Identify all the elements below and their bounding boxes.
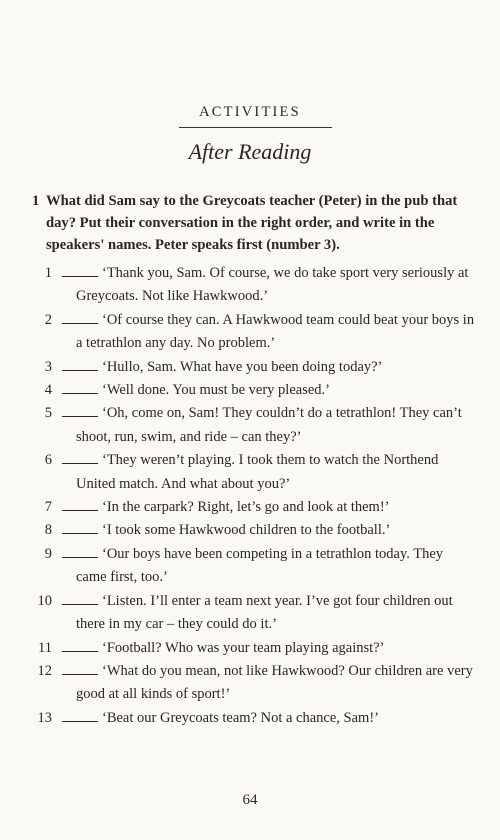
item-text: ‘Football? Who was your team playing against?’ [102, 639, 385, 656]
answer-blank[interactable] [62, 662, 98, 675]
item-text: ‘Our boys have been competing in a tetrathlon today. They came first, too.’ [76, 545, 444, 586]
item-body [62, 519, 476, 542]
item-body [62, 449, 476, 496]
answer-blank[interactable] [62, 521, 98, 534]
item-number: 5 [44, 405, 52, 422]
item-body [62, 637, 476, 660]
item-body [62, 402, 476, 449]
page-number: 64 [242, 792, 258, 808]
list-item [0, 402, 500, 449]
list-item [0, 356, 500, 379]
list-item [0, 309, 500, 356]
list-item [0, 707, 500, 730]
section-title: After Reading [188, 139, 312, 164]
item-body [62, 379, 476, 402]
list-item [0, 519, 500, 542]
answer-blank[interactable] [62, 264, 98, 277]
answer-blank[interactable] [62, 592, 98, 605]
answer-blank[interactable] [62, 709, 98, 722]
item-body [62, 309, 476, 356]
item-body [62, 590, 476, 637]
item-body [62, 660, 476, 707]
answer-blank[interactable] [62, 404, 98, 417]
item-number: 13 [37, 709, 52, 726]
item-number: 10 [37, 592, 52, 609]
item-number: 1 [44, 265, 52, 281]
item-number: 7 [44, 499, 52, 516]
item-number: 11 [38, 639, 52, 656]
item-text: ‘What do you mean, not like Hawkwood? Our children are very good at all kinds of sport!’ [76, 662, 473, 703]
answer-blank[interactable] [62, 451, 98, 464]
list-item [0, 543, 500, 590]
list-item [0, 262, 500, 309]
item-text: ‘Beat our Greycoats team? Not a chance, Sam!’ [102, 709, 379, 726]
list-item [0, 660, 500, 707]
item-number: 4 [44, 382, 52, 399]
item-text: ‘Of course they can. A Hawkwood team could beat your boys in a tetrathlon any day. No problem.’ [76, 311, 475, 352]
item-text: ‘Hullo, Sam. What have you been doing today?’ [102, 358, 383, 375]
item-number: 6 [44, 452, 52, 469]
list-item [0, 379, 500, 402]
answer-blank[interactable] [62, 311, 98, 324]
answer-blank[interactable] [62, 358, 98, 371]
item-number: 8 [44, 522, 52, 539]
question-number: 1 [32, 193, 40, 209]
item-number: 12 [37, 662, 52, 679]
question-text: What did Sam say to the Greycoats teacher (Peter) in the pub that day? Put their conversation in the right order, and write in the speakers' names. Peter speaks first (number 3). [46, 193, 458, 253]
item-text: ‘In the carpark? Right, let’s go and look at them!’ [102, 499, 390, 516]
item-body [62, 356, 476, 379]
item-text: ‘I took some Hawkwood children to the football.’ [102, 522, 391, 539]
list-item [0, 590, 500, 637]
section-label: ACTIVITIES [199, 104, 301, 120]
item-number: 2 [44, 311, 52, 328]
list-item [0, 637, 500, 660]
item-text: ‘Thank you, Sam. Of course, we do take sport very seriously at Greycoats. Not like Hawkwood.’ [76, 265, 469, 305]
item-body [62, 707, 476, 730]
title-divider [179, 127, 332, 128]
item-body [62, 543, 476, 590]
answer-blank[interactable] [62, 545, 98, 558]
conversation-list [0, 262, 500, 730]
list-item [0, 449, 500, 496]
item-text: ‘Oh, come on, Sam! They couldn’t do a tetrathlon! They can’t shoot, run, swim, and ride – can they?’ [76, 405, 462, 445]
item-text: ‘Listen. I’ll enter a team next year. I’ve got four children out there in my car – they could do it.’ [76, 592, 453, 633]
item-number: 3 [44, 358, 52, 375]
item-body [62, 262, 476, 309]
item-text: ‘They weren’t playing. I took them to watch the Northend United match. And what about you?’ [76, 452, 439, 492]
answer-blank[interactable] [62, 381, 98, 394]
answer-blank[interactable] [62, 498, 98, 511]
item-number: 9 [44, 545, 52, 562]
answer-blank[interactable] [62, 639, 98, 652]
item-text: ‘Well done. You must be very pleased.’ [102, 382, 330, 399]
question [32, 190, 482, 256]
list-item [0, 496, 500, 519]
item-body [62, 496, 476, 519]
